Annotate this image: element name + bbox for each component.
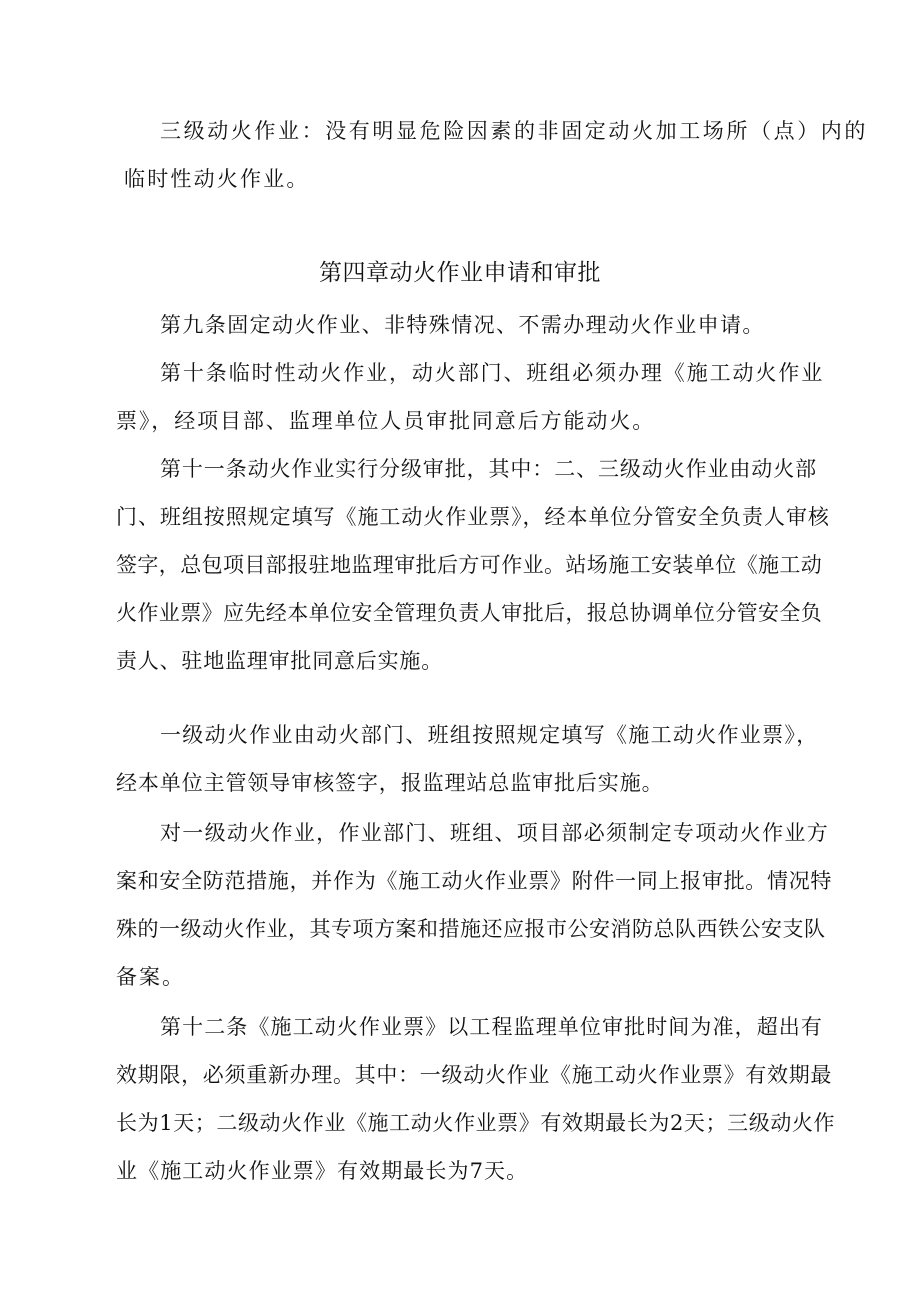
paragraph-line: 签字，总包项目部报驻地监理审批后方可作业。站场施工安装单位《施工动 — [116, 553, 823, 577]
paragraph-line: 殊的一级动火作业，其专项方案和措施还应报市公安消防总队西铁公安支队 — [116, 917, 826, 941]
paragraph-line: 票》，经项目部、监理单位人员审批同意后方能动火。 — [116, 409, 656, 433]
paragraph-line: 业《施工动火作业票》有效期最长为7天。 — [116, 1159, 529, 1183]
paragraph-line: 一级动火作业由动火部门、班组按照规定填写《施工动火作业票》， — [160, 723, 819, 747]
paragraph-line: 案和安全防范措施，并作为《施工动火作业票》附件一同上报审批。情况特 — [116, 869, 833, 893]
paragraph-line: 三级动火作业：没有明显危险因素的非固定动火加工场所（点）内的 — [160, 119, 868, 143]
paragraph-line: 长为1天；二级动火作业《施工动火作业票》有效期最长为2天；三级动火作 — [116, 1111, 836, 1135]
paragraph-line: 第九条固定动火作业、非特殊情况、不需办理动火作业申请。 — [160, 313, 765, 337]
paragraph-line: 第十条临时性动火作业，动火部门、班组必须办理《施工动火作业 — [160, 361, 825, 385]
paragraph-line: 第十一条动火作业实行分级审批，其中：二、三级动火作业由动火部 — [160, 457, 817, 481]
paragraph-line: 备案。 — [116, 965, 185, 989]
paragraph-line: 第十二条《施工动火作业票》以工程监理单位审批时间为准，超出有 — [160, 1015, 823, 1039]
paragraph-line: 门、班组按照规定填写《施工动火作业票》，经本单位分管安全负责人审核 — [116, 505, 830, 529]
paragraph-line: 临时性动火作业。 — [124, 167, 310, 191]
paragraph-line: 责人、驻地监理审批同意后实施。 — [116, 649, 443, 673]
paragraph-line: 经本单位主管领导审核签字，报监理站总监审批后实施。 — [116, 771, 664, 795]
chapter-heading: 第四章动火作业申请和审批 — [319, 260, 601, 286]
paragraph-line: 效期限，必须重新办理。其中：一级动火作业《施工动火作业票》有效期最 — [116, 1063, 833, 1087]
paragraph-line: 对一级动火作业，作业部门、班组、项目部必须制定专项动火作业方 — [160, 821, 829, 845]
paragraph-line: 火作业票》应先经本单位安全管理负责人审批后，报总协调单位分管安全负 — [116, 601, 823, 625]
